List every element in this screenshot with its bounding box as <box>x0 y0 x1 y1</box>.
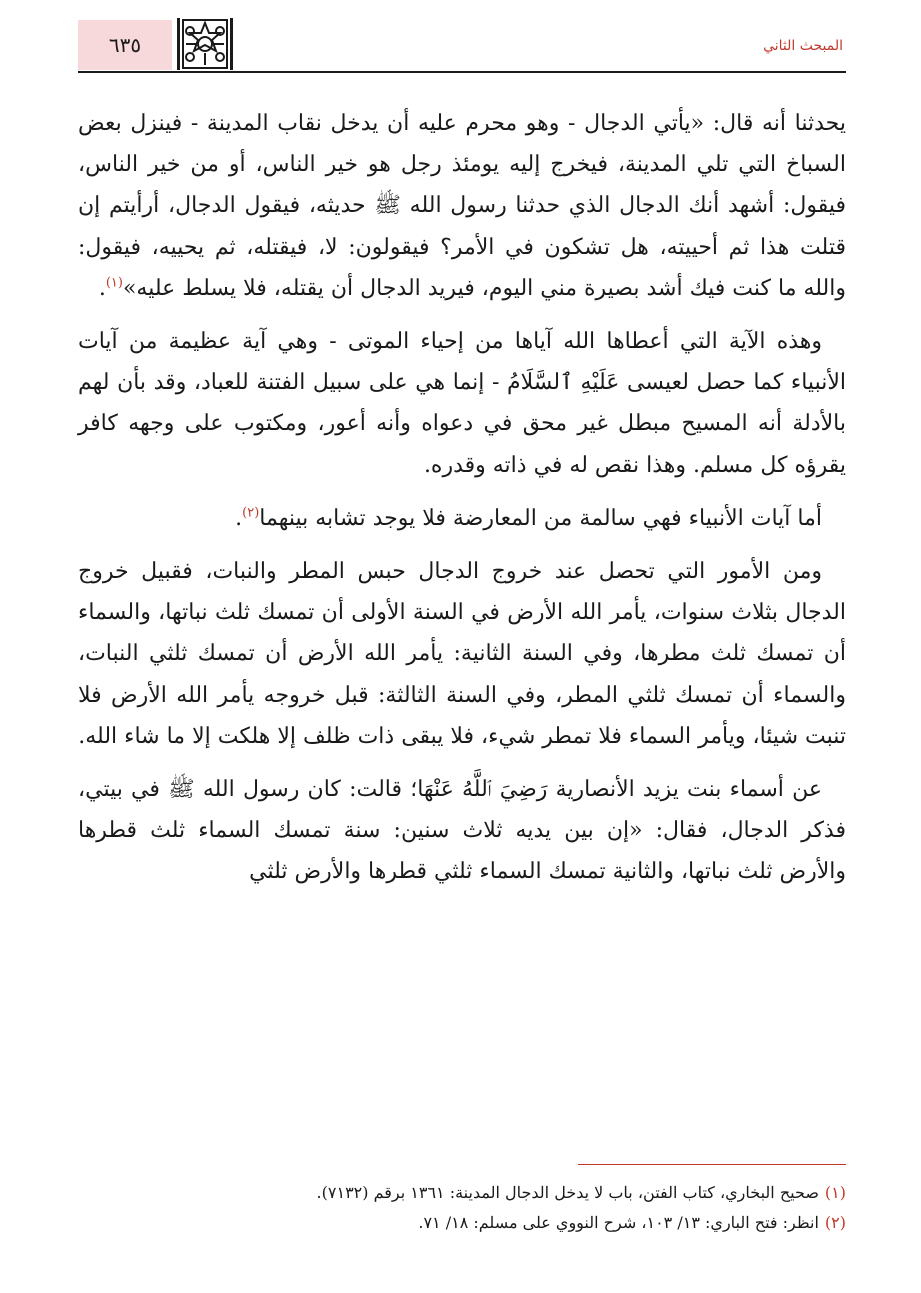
footnote-marker-1[interactable]: (١) <box>105 275 123 291</box>
paragraph-text: ومن الأمور التي تحصل عند خروج الدجال حبس المطر والنبات، فقبيل خروج الدجال بثلاث سنوات، يأمر الله الأرض في السنة الأولى أن تمسك ثلث نباتها، والسماء أن تمسك ثلث مطرها، وفي السنة الثانية: يأمر الله الأرض أن تمسك ثلثي النبات، والسماء أن تمسك ثلثي المطر، وفي السنة الثالثة: قبل خروجه يأمر الله الأرض فلا تنبت شيئا، ويأمر السماء فلا تمطر شيء، فلا يبقى ذات ظلف إلا هلكت إلا ما شاء الله. <box>78 559 846 749</box>
paragraph-tail: . <box>98 275 106 301</box>
footnote-number: (١) <box>824 1183 846 1202</box>
paragraph-1 <box>78 103 846 309</box>
section-title: المبحث الثاني <box>763 38 843 54</box>
paragraph-text: وهذه الآية التي أعطاها الله آياها من إحياء الموتى - وهي آية عظيمة من آيات الأنبياء كما حصل لعيسى عَلَيْهِ ٱلسَّلَامُ - إنما هي على سبيل الفتنة للعباد، وقد بأن لهم بالأدلة أنه المسيح مبطل غير محق في دعواه وأنه أعور، ومكتوب على وجهه كافر يقرؤه كل مسلم. وهذا نقص له في ذاته وقدره. <box>78 329 846 478</box>
footnote-text: صحيح البخاري، كتاب الفتن، باب لا يدخل الدجال المدينة: ١٣٦١ برقم (٧١٣٢). <box>316 1183 819 1202</box>
footnote-2 <box>78 1208 846 1238</box>
paragraph-2 <box>78 321 846 486</box>
page-number: ٦٣٥ <box>108 33 142 57</box>
paragraph-text: عن أسماء بنت يزيد الأنصارية رَضِيَ ٱللَّهُ عَنْهَا؛ قالت: كان رسول الله ﷺ في بيتي، فذكر الدجال، فقال: «إن بين يديه ثلاث سنين: سنة تمسك السماء ثلث قطرها والأرض ثلث نباتها، والثانية تمسك السماء ثلثي قطرها والأرض ثلثي <box>78 777 846 885</box>
footnote-text: انظر: فتح الباري: ١٣/ ١٠٣، شرح النووي على مسلم: ١٨/ ٧١. <box>418 1213 819 1232</box>
footnote-separator <box>578 1164 846 1165</box>
page-number-box <box>78 20 172 70</box>
footnote-marker-2[interactable]: (٢) <box>242 505 260 521</box>
footnote-number: (٢) <box>824 1213 846 1232</box>
paragraph-text: أما آيات الأنبياء فهي سالمة من المعارضة فلا يوجد تشابه بينهما <box>259 505 822 531</box>
main-text <box>78 103 846 905</box>
footnote-1 <box>78 1178 846 1208</box>
paragraph-3 <box>78 498 846 539</box>
geometric-star-ornament-icon <box>176 17 234 71</box>
paragraph-tail: . <box>235 505 243 531</box>
paragraph-4 <box>78 551 846 757</box>
footnotes <box>78 1178 846 1238</box>
header-rule <box>78 71 846 73</box>
paragraph-text: يحدثنا أنه قال: «يأتي الدجال - وهو محرم عليه أن يدخل نقاب المدينة - فينزل بعض السباخ التي تلي المدينة، فيخرج إليه يومئذ رجل هو خير الناس، أو من خير الناس، فيقول: أشهد أنك الدجال الذي حدثنا رسول الله ﷺ حديثه، فيقول الدجال، أرأيتم إن قتلت هذا ثم أحييته، هل تشكون في الأمر؟ فيقولون: لا، فيقتله، ثم يحييه، فيقول: والله ما كنت فيك أشد بصيرة مني اليوم، فيريد الدجال أن يقتله، فلا يسلط عليه» <box>78 111 846 301</box>
paragraph-5 <box>78 769 846 893</box>
